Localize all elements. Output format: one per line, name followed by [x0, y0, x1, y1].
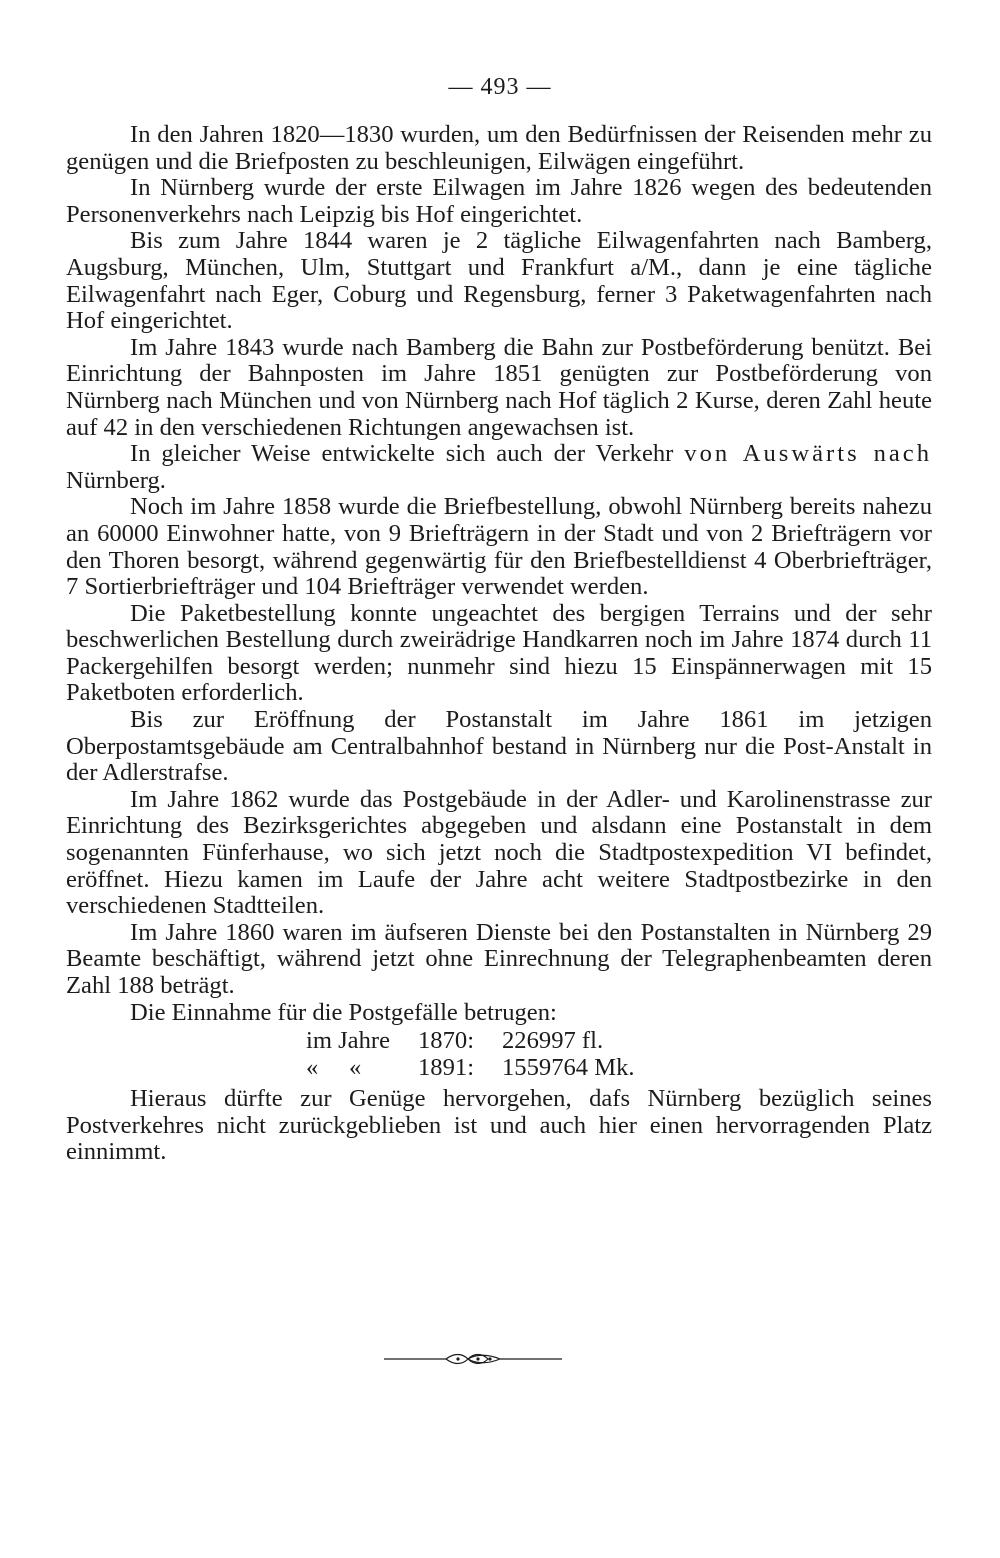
paragraph-2: In Nürnberg wurde der erste Eilwagen im Jahre 1826 wegen des bedeutenden Personenverkehrs nach Leipzig bis Hof eingerichtet.	[66, 174, 932, 228]
revenue-table	[66, 1028, 932, 1082]
paragraph-8: Bis zur Eröffnung der Postanstalt im Jahre 1861 im jetzigen Oberpostamtsgebäude am Centralbahnhof bestand in Nürnberg nur die Post-Anstalt in der Adlerstrafse.	[66, 706, 932, 787]
revenue-row-prefix: im Jahre	[306, 1027, 391, 1055]
revenue-row-amount: 226997 fl.	[502, 1027, 604, 1055]
paragraph-5	[66, 441, 932, 494]
body-text	[66, 122, 932, 1166]
paragraph-5-end: Nürnberg.	[66, 466, 166, 494]
revenue-row-year: 1891:	[418, 1054, 475, 1082]
revenue-row	[66, 1028, 932, 1055]
revenue-row-amount: 1559764 Mk.	[502, 1054, 635, 1082]
paragraph-9: Im Jahre 1862 wurde das Postgebäude in der Adler- und Karolinenstrasse zur Einrichtung des Bezirksgerichtes abgegeben und alsdann eine Postanstalt in dem sogenannten Fünferhause, wo sich jetzt noch die Stadtpostexpedition VI befindet, eröffnet. Hiezu kamen im Laufe der Jahre acht weitere Stadtpostbezirke in den verschiedenen Stadtteilen.	[66, 785, 932, 920]
paragraph-11: Die Einnahme für die Postgefälle betrugen:	[130, 998, 557, 1026]
paragraph-4: Im Jahre 1843 wurde nach Bamberg die Bahn zur Postbeförderung benützt. Bei Einrichtung der Bahnposten im Jahre 1851 genügten zur Postbeförderung von Nürnberg nach München und von Nürnberg nach Hof täglich 2 Kurse, deren Zahl heute auf 42 in den verschiedenen Richtungen angewachsen ist.	[66, 333, 932, 441]
paragraph-3: Bis zum Jahre 1844 waren je 2 tägliche Eilwagenfahrten nach Bamberg, Augsburg, München, Ulm, Stuttgart und Frankfurt a/M., dann je eine tägliche Eilwagenfahrt nach Eger, Coburg und Regensburg, ferner 3 Paketwagenfahrten nach Hof eingerichtet.	[66, 227, 932, 335]
paragraph-1: In den Jahren 1820—1830 wurden, um den Bedürfnissen der Reisenden mehr zu genügen und die Briefposten zu beschleunigen, Eilwägen eingeführt.	[66, 121, 932, 175]
paragraph-6: Noch im Jahre 1858 wurde die Briefbestellung, obwohl Nürnberg bereits nahezu an 60000 Einwohner hatte, von 9 Briefträgern in der Stadt und von 2 Briefträgern vor den Thoren besorgt, während gegenwärtig für den Briefbestelldienst 4 Oberbriefträger, 7 Sortierbriefträger und 104 Briefträger verwendet werden.	[66, 493, 932, 601]
revenue-row	[66, 1055, 932, 1082]
paragraph-12: Hieraus dürfte zur Genüge hervorgehen, dafs Nürnberg bezüglich seines Postverkehres nicht zurückgeblieben ist und auch hier einen hervorragenden Platz einnimmt.	[66, 1085, 932, 1166]
paragraph-7: Die Paketbestellung konnte ungeachtet des bergigen Terrains und der sehr beschwerlichen Bestellung durch zweirädrige Handkarren noch im Jahre 1874 durch 11 Packergehilfen besorgt werden; nunmehr sind hiezu 15 Einspännerwagen mit 15 Paketboten erforderlich.	[66, 599, 932, 707]
paragraph-10: Im Jahre 1860 waren im äufseren Dienste bei den Postanstalten in Nürnberg 29 Beamte beschäftigt, während jetzt ohne Einrechnung der Telegraphenbeamten deren Zahl 188 beträgt.	[66, 918, 932, 999]
paragraph-5-spaced: von Auswärts nach	[684, 440, 932, 468]
page-number: — 493 —	[448, 74, 552, 100]
paragraph-5-start: In gleicher Weise entwickelte sich auch der Verkehr	[130, 440, 685, 468]
revenue-row-year: 1870:	[418, 1027, 475, 1055]
revenue-row-prefix: « «	[306, 1054, 362, 1082]
ornament-divider-icon	[384, 1352, 562, 1366]
